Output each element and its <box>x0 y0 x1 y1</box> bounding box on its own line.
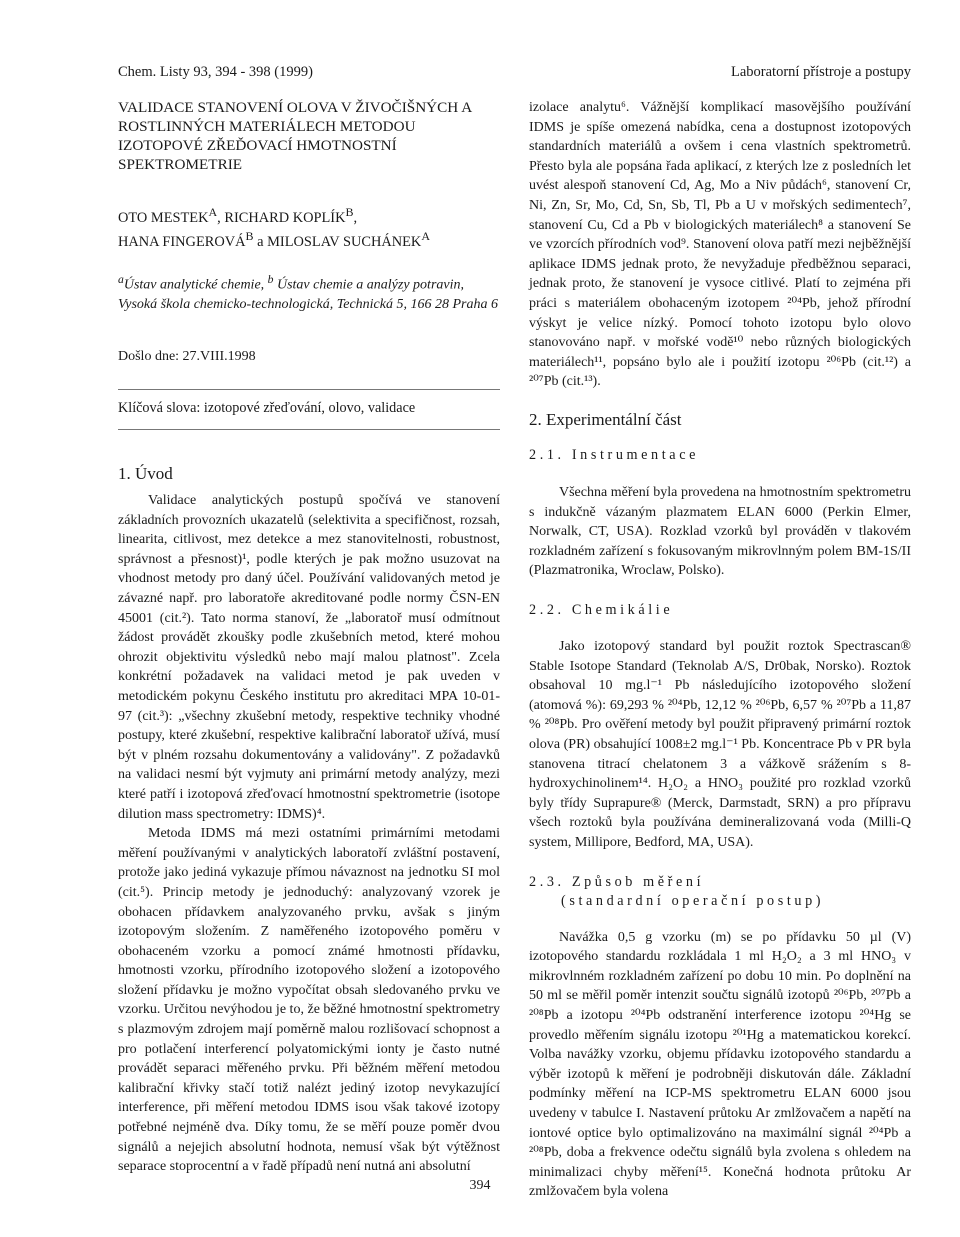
journal-reference: Chem. Listy 93, 394 - 398 (1999) <box>118 64 313 80</box>
article-title: VALIDACE STANOVENÍ OLOVA V ŽIVOČIŠNÝCH A ROSTLINNÝCH MATERIÁLECH METODOU IZOTOPOVÉ ZŘEĎOVACÍ HMOTNOSTNÍ SPEKTROMETRIE <box>118 99 472 173</box>
section-heading: 2. Experimentální část <box>529 409 682 429</box>
author-affiliation-mark: B <box>345 205 354 219</box>
page-number: 394 <box>469 1178 491 1193</box>
paragraph: Metoda IDMS má mezi ostatními primárními metodami měření používanými v analytických laboratoří zvláštní postavení, protože jako jediná vykazuje přímou návaznost na jednotku SI mol (cit.⁵). Princip metody je jednoduchý: analyzovaný vzorek je obohacen přídavkem analyzovaného prvku, avšak s jiným izotopovým složením. Z naměřeného izotopového poměru v obohaceném vzorku a pomocí známé hmotnosti přídavku, hmotnosti vzorku, přírodního izotopového složení a izotopového složení přídavku je možno vypočítat obsah sledovaného prvku ve vzorku. Určitou nevýhodou je to, že běžné hmotnostní spektrometry s plazmovým zdrojem mají poměrně malou rozlišovací schopnost a pro potlačení interferencí polyatomickými ionty je často nutné provádět separaci měřeného prvku. Při běžném měření metodou kalibrační křivky stačí totiž nalézt jediný izotop nevykazující interference, při měření metodou IDMS isou však takové izotopy potřebné nejméně dva. Díky tomu, že se měří pouze poměr dvou signálů a nejejich absolutní hodnota, nemusí však být výtěžnost separace stoprocentní a v řadě případů není nutná ani absolutní <box>118 826 500 1175</box>
paragraph: Všechna měření byla provedena na hmotnostním spektrometru s indukčně vázaným plazmatem ELAN 6000 (Perkin Elmer, Norwalk, CT, USA). Rozklad vzorků byl prováděn v tlakovém rozkladném zařízení s fokusovaným mikrovlnným polem BM-1S/II (Plazmatronika, Wroclaw, Polsko). <box>529 485 911 579</box>
affiliation-mark: b <box>267 272 274 286</box>
keywords: Klíčová slova: izotopové zřeďování, olovo, validace <box>118 389 500 431</box>
subsection-heading <box>529 873 911 911</box>
subsection-heading-line: 2.3. Způsob měření <box>529 873 705 890</box>
author-name: MILOSLAV SUCHÁNEK <box>267 234 422 251</box>
paragraph: Validace analytických postupů spočívá ve stanovení základních provozních ukazatelů (selektivita a specifičnost, rozsah, linearita, citlivost, mez detekce a mez stanovitelnosti, robustnost, správnost a přesnost)¹, podle kterých je pak možno usuzovat na vhodnost metody pro daný účel. Používání validovaných metod je závazné např. pro laboratoře akreditované podle normy ČSN-EN 45001 (cit.²). Tato norma stanoví, že „laboratoř musí odmítnout žádost provádět zkoušky podle zkušebních metod, které mohou ohrozit objektivitu výsledků nebo mají malou platnost". Zcela konkrétní požadavek na validaci metod je pak uveden v metodickém pokynu Českého institutu pro akreditaci MPA 10-01-97 (cit.³): „všechny zkušební metody, respektive techniky vhodné postupy, které zkušební, respektive kalibrační laboratoř užívá, musí být v plném rozsahu dokumentovány a validovány". Z požadavků na validaci nesmí být vyjmuty ani primární metody analýzy, mezi které patří i izotopová zřeďovací hmotnostní spektrometrie (isotope dilution mass spectrometry: IDMS)⁴. <box>118 493 500 822</box>
author-name: HANA FINGEROVÁ <box>118 234 246 251</box>
author-list: OTO $MESTEK^A$, RICHARD $KOPLÍK^B$, HANA $FINGEROVÁ^B$ a MILOSLAV $SUCHÁNEK^A$ <box>118 205 430 251</box>
affiliation-text: Ústav chemie a analýzy potravin, Vysoká škola chemicko-technologická, Technická 5, 166 28 Praha 6 <box>118 277 498 312</box>
affiliation-text: Ústav analytické chemie, <box>123 277 268 293</box>
author-name: OTO MESTEK <box>118 209 209 226</box>
section-name: Laboratorní přístroje a postupy <box>731 64 911 80</box>
subsection-heading: 2.1. Instrumentace <box>529 446 699 463</box>
section-heading: 1. Úvod <box>118 464 173 484</box>
paragraph: Navážka 0,5 g vzorku (m) se po přídavku 50 µl (V) izotopového standardu rozkládala 1 ml H₂O₂ a 3 ml HNO₃ v mikrovlnném rozkladném zařízení po dobu 10 min. Po doplnění na 50 ml se měřil poměr intenzit součtu signálů izotopů ²⁰⁶Pb, ²⁰⁷Pb a ²⁰⁸Pb a izotopu ²⁰⁴Pb odstranění interference izotopu ²⁰⁴Hg se provedlo měřením signálu izotopu ²⁰¹Hg a matematickou korekcí. Volba navážky vzorku, objemu přídavku izotopového standardu a výběr izotopů k měření je podrobněji diskutován dále. Základní podmínky měření na ICP-MS spektrometru ELAN 6000 jsou uvedeny v tabulce I. Nastavení průtoku Ar zmlžovačem a napětí na iontové optice bylo optimalizováno na maximální signál ²⁰⁴Pb a ²⁰⁸Pb, doba a frekvence odečtu signálů byla zvolena s ohledem na minimalizaci chyby měření¹⁵. Konečná hodnota průtoku Ar zmlžovačem byla volena <box>529 929 911 1200</box>
received-date: Došlo dne: 27.VIII.1998 <box>118 349 256 365</box>
author-affiliation-mark: A <box>208 205 218 219</box>
right-column <box>529 98 911 1202</box>
subsection-heading: 2.2. Chemikálie <box>529 602 674 619</box>
paragraph: Jako izotopový standard byl použit roztok Spectrascan® Stable Isotope Standard (Teknolab A/S, Dr0bak, Norsko). Roztok obsahoval 10 mg.l⁻¹ Pb následujícího izotopového složení (atomová %): 69,293 % ²⁰⁴Pb, 12,12 % ²⁰⁶Pb, 6,57 % ²⁰⁷Pb a 11,87 % ²⁰⁸Pb. Pro ověření metody byl použit připravený primární roztok olova (PR) obsahující 1008±2 mg.l⁻¹ Pb. Koncentrace Pb v PR byla stanovena titrací chelatonem 3 a vážkově srážením s 8-hydroxychinolinem¹⁴. H₂O₂ a HNO₃ použité pro rozklad vzorků byly třídy Suprapure® (Merck, Darmstadt, SRN) a pro přípravu všech roztoků byla používána demineralizovaná voda (Milli-Q system, Millipore, Bedford, MA, USA). <box>529 639 911 850</box>
affiliation <box>118 270 500 315</box>
author-conjunction: a <box>253 234 268 251</box>
left-column <box>118 98 500 1177</box>
author-name: , RICHARD KOPLÍK <box>217 209 346 226</box>
subsection-heading-line: (standardní operační postup) <box>561 892 825 909</box>
paragraph: izolace analytu⁶. Vážnější komplikací masovějšího používání IDMS je spíše omezená nabídka, cena a dostupnost izotopových standardních materiálů a ovšem i cena vlastních spektrometrů. Přesto byla ale popsána řada aplikací, z kterých lze z posledních let uvést alespoň stanovení Cd, Ag, Mo a Niv půdách⁶, stanovení Cr, Ni, Zn, Sr, Mo, Cd, Sn, Sb, Tl, Pb a U v mořských sedimentech⁷, stanovení Cu, Cd a Pb v biologických materiálech⁸ a stanovení Se ve vzorcích přírodních vod⁹. Stanovení olova patří mezi nejběžnější aplikace IDMS jednak proto, že nevyžaduje předběžnou separaci, jednak proto, že stanovení je vysoce citlivé. Platí to zejména při práci s materiálem obohaceným izotopem ²⁰⁴Pb, jehož přírodní výskyt je velice nízký. Pomocí tohoto izotopu bylo olovo stanovováno např. v mořské vodě¹⁰ nebo různých biologických materiálech¹¹, popsáno bylo ale i použití izotopu ²⁰⁶Pb (cit.¹²) a ²⁰⁷Pb (cit.¹³). <box>529 100 911 390</box>
affiliation-mark: a <box>118 272 124 286</box>
author-affiliation-mark: A <box>421 229 430 244</box>
author-affiliation-mark: B <box>245 229 254 244</box>
